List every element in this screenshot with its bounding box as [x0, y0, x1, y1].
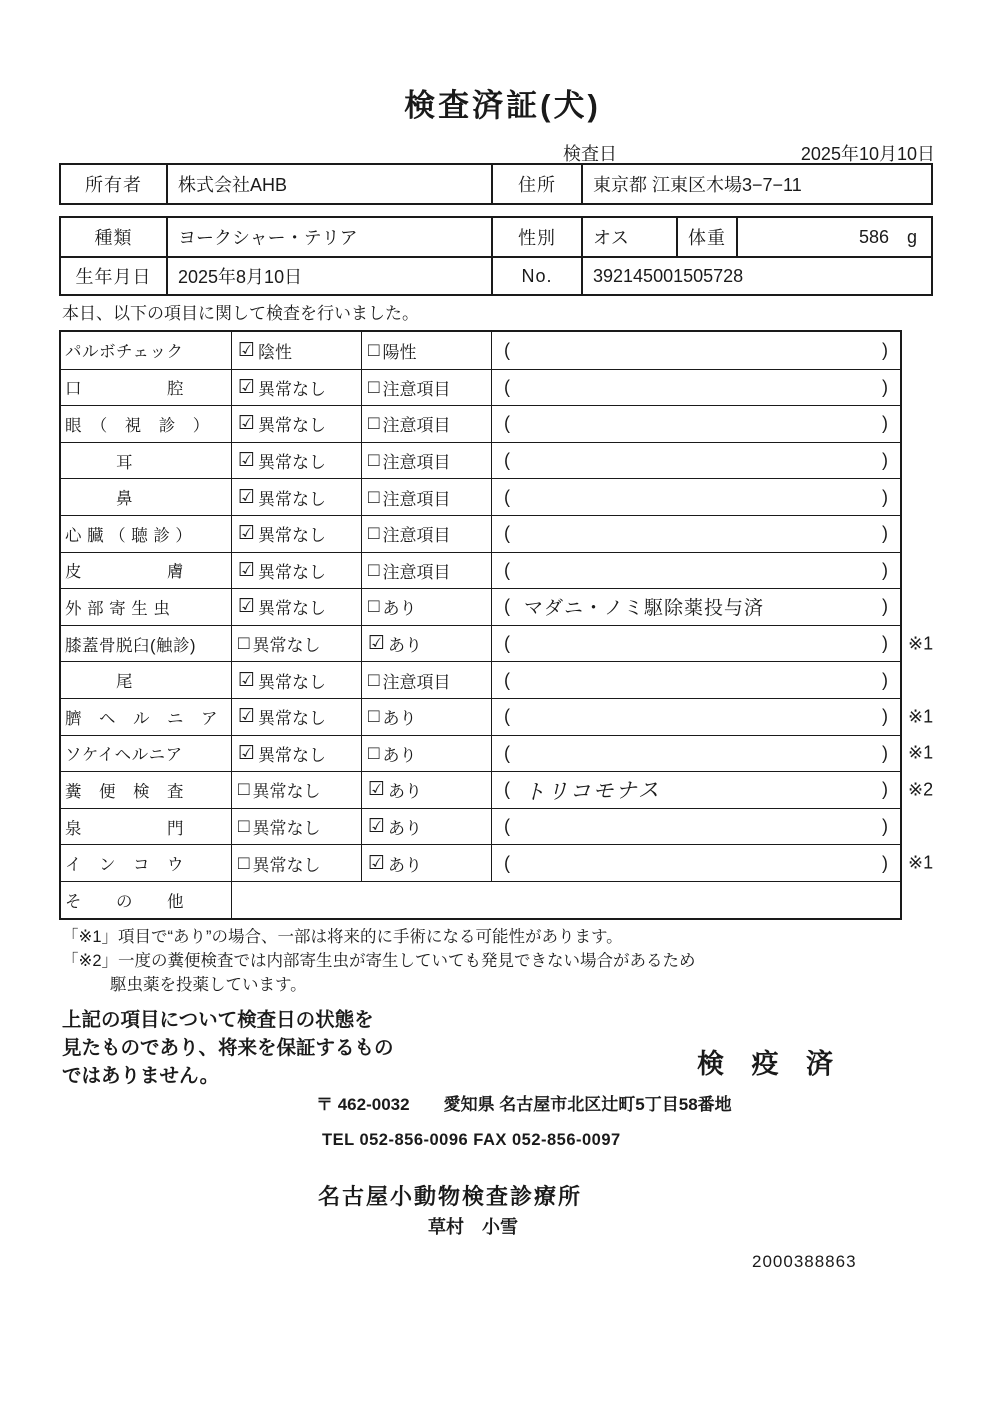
- check-option: [361, 845, 491, 881]
- check-option: [231, 736, 361, 772]
- check-option: [361, 553, 491, 589]
- checklist-item-label: 皮 膚: [65, 563, 184, 582]
- disclaimer-line-3: ではありません。: [62, 1065, 220, 1087]
- check-option-label: 陰性: [258, 342, 293, 362]
- checklist-item-label: パルボチェック: [65, 343, 184, 362]
- checked-checkbox-icon: ☑: [238, 486, 256, 508]
- open-paren: (: [504, 633, 510, 654]
- checklist-item-label: 耳: [65, 453, 133, 472]
- checklist-row: [61, 552, 900, 589]
- check-option-label: 異常なし: [252, 782, 321, 802]
- weight-value: [736, 218, 931, 256]
- checked-checkbox-icon: ☑: [238, 559, 256, 581]
- check-option: [231, 406, 361, 442]
- check-option: [231, 699, 361, 735]
- check-option-label: 異常なし: [258, 453, 327, 473]
- clinic-name: 名古屋小動物検査診療所: [318, 1184, 583, 1209]
- checklist-item-label: 口 腔: [65, 380, 184, 399]
- checked-checkbox-icon: ☑: [238, 413, 256, 435]
- check-option: [361, 662, 491, 698]
- checklist-row: [61, 625, 934, 662]
- close-paren: ): [882, 376, 888, 397]
- close-paren: ): [882, 523, 888, 544]
- reference-mark: ※1: [908, 742, 934, 763]
- open-paren: (: [504, 779, 510, 800]
- open-paren: (: [504, 376, 510, 397]
- remarks-text: トリコモナス: [523, 778, 661, 805]
- weight-number: 586: [858, 226, 889, 247]
- remarks-cell: [491, 736, 900, 772]
- checklist-item-label: 臍 ヘ ル ニ ア: [65, 709, 218, 728]
- unchecked-checkbox-icon: □: [368, 596, 380, 618]
- unchecked-checkbox-icon: □: [238, 779, 250, 801]
- open-paren: (: [504, 816, 510, 837]
- remarks-text: マダニ・ノミ駆除薬投与済: [524, 598, 765, 620]
- birthdate-value: 2025年8月10日: [166, 256, 491, 294]
- check-option-label: 異常なし: [258, 745, 327, 765]
- open-paren: (: [504, 413, 510, 434]
- check-option: [361, 699, 491, 735]
- check-option-label: あり: [388, 855, 423, 875]
- check-option-label: 注意項目: [382, 672, 451, 692]
- checked-checkbox-icon: ☑: [238, 596, 256, 618]
- footnote-1: 「※1」項目で“あり”の場合、一部は将来的に手術になる可能性があります。: [62, 928, 623, 946]
- check-option: [361, 736, 491, 772]
- check-option: [231, 332, 361, 369]
- checklist-row: [61, 808, 900, 845]
- check-option-label: 異常なし: [258, 489, 327, 509]
- page-title: 検査済証(犬): [404, 88, 601, 123]
- checklist-item-label: ソケイヘルニア: [65, 746, 183, 765]
- checklist-row: [61, 515, 900, 552]
- check-option: [231, 479, 361, 515]
- remarks-cell: [491, 516, 900, 552]
- checked-checkbox-icon: ☑: [368, 779, 386, 801]
- check-option: [361, 626, 491, 662]
- close-paren: ): [882, 852, 888, 873]
- footnote-2-continued: 駆虫薬を投薬しています。: [110, 976, 307, 994]
- checklist-item-label: 心 臓 （ 聴 診 ）: [65, 526, 193, 545]
- open-paren: (: [504, 706, 510, 727]
- close-paren: ): [882, 450, 888, 471]
- remarks-cell: [491, 406, 900, 442]
- checked-checkbox-icon: ☑: [238, 376, 256, 398]
- checked-checkbox-icon: ☑: [368, 816, 386, 838]
- remarks-cell: [491, 699, 900, 735]
- check-option: [361, 406, 491, 442]
- unchecked-checkbox-icon: □: [368, 339, 380, 361]
- reference-mark: ※1: [908, 633, 934, 654]
- reference-mark: ※2: [908, 779, 934, 800]
- checklist-row: [61, 771, 934, 808]
- check-option-label: 注意項目: [382, 379, 451, 399]
- checked-checkbox-icon: ☑: [238, 706, 256, 728]
- remarks-cell: [491, 370, 900, 406]
- close-paren: ): [882, 413, 888, 434]
- open-paren: (: [504, 450, 510, 471]
- unchecked-checkbox-icon: □: [238, 633, 250, 655]
- remarks-cell: [491, 553, 900, 589]
- address-value: 東京都 江東区木場3−7−11: [581, 165, 935, 203]
- disclaimer-text: [62, 1006, 394, 1090]
- remarks-cell: [491, 479, 900, 515]
- check-option: [361, 772, 491, 808]
- sex-value: オス: [581, 218, 676, 256]
- unchecked-checkbox-icon: □: [368, 669, 380, 691]
- checked-checkbox-icon: ☑: [238, 523, 256, 545]
- checklist-row: [61, 881, 900, 918]
- close-paren: ): [882, 633, 888, 654]
- check-option: [361, 516, 491, 552]
- checklist-row: [61, 369, 900, 406]
- clinic-address: 〒 462-0032 愛知県 名古屋市北区辻町5丁目58番地: [316, 1095, 732, 1114]
- close-paren: ): [882, 339, 888, 360]
- remarks-cell: [491, 845, 900, 881]
- checked-checkbox-icon: ☑: [238, 339, 256, 361]
- check-option: [361, 479, 491, 515]
- close-paren: ): [882, 669, 888, 690]
- address-label: 住所: [491, 165, 581, 203]
- close-paren: ): [882, 706, 888, 727]
- owner-label: 所有者: [85, 175, 142, 195]
- sex-label: 性別: [491, 218, 581, 256]
- checklist-table: [59, 330, 934, 920]
- check-option-label: 異常なし: [258, 526, 327, 546]
- check-option: [361, 332, 491, 369]
- remarks-cell: [491, 626, 900, 662]
- number-value: 392145001505728: [581, 256, 931, 294]
- checklist-row: [61, 844, 934, 881]
- remarks-cell: [491, 332, 900, 369]
- unchecked-checkbox-icon: □: [368, 706, 380, 728]
- remarks-cell: [491, 589, 900, 625]
- open-paren: (: [504, 486, 510, 507]
- footnotes: [62, 925, 696, 997]
- check-option-label: あり: [388, 819, 423, 839]
- checklist-item-label: 膝蓋骨脱臼(触診): [65, 636, 196, 655]
- reference-mark: ※1: [908, 706, 934, 727]
- remarks-cell: [491, 443, 900, 479]
- checklist-row: [61, 661, 900, 698]
- birthdate-label: 生年月日: [61, 256, 166, 294]
- checklist-item-label: そ の 他: [65, 892, 184, 911]
- remarks-cell: [491, 809, 900, 845]
- breed-value: ヨークシャー・テリア: [166, 218, 491, 256]
- check-option-label: あり: [388, 636, 423, 656]
- check-option: [361, 589, 491, 625]
- check-option: [361, 809, 491, 845]
- checked-checkbox-icon: ☑: [238, 450, 256, 472]
- check-option: [361, 443, 491, 479]
- checklist-item-label: 糞 便 検 査: [65, 782, 184, 801]
- unchecked-checkbox-icon: □: [368, 450, 380, 472]
- close-paren: ): [882, 559, 888, 580]
- unchecked-checkbox-icon: □: [368, 376, 380, 398]
- disclaimer-line-2: 見たものであり、将来を保証するもの: [62, 1037, 394, 1059]
- unchecked-checkbox-icon: □: [238, 852, 250, 874]
- check-option-label: 異常なし: [252, 855, 321, 875]
- check-option-label: 異常なし: [252, 819, 321, 839]
- close-paren: ): [882, 596, 888, 617]
- pet-info-table: [59, 216, 933, 296]
- checklist-item-label: 泉 門: [65, 819, 184, 838]
- close-paren: ): [882, 816, 888, 837]
- check-option-label: あり: [382, 599, 417, 619]
- quarantine-stamp: 検 疫 済: [697, 1049, 844, 1079]
- open-paren: (: [504, 669, 510, 690]
- checklist-item-label: 鼻: [65, 490, 133, 509]
- disclaimer-line-1: 上記の項目について検査日の状態を: [62, 1009, 374, 1031]
- check-option-label: 異常なし: [258, 379, 327, 399]
- check-option-label: 注意項目: [382, 489, 451, 509]
- open-paren: (: [504, 523, 510, 544]
- check-option: [231, 370, 361, 406]
- check-option: [231, 553, 361, 589]
- checklist-row: [61, 588, 900, 625]
- checklist-row: [61, 405, 900, 442]
- checked-checkbox-icon: ☑: [238, 742, 256, 764]
- checklist-item-label: 尾: [65, 673, 133, 692]
- check-option-label: 注意項目: [382, 526, 451, 546]
- open-paren: (: [504, 559, 510, 580]
- close-paren: ): [882, 486, 888, 507]
- check-option: [231, 626, 361, 662]
- unchecked-checkbox-icon: □: [368, 486, 380, 508]
- check-option: [231, 772, 361, 808]
- exam-date-value: 2025年10月10日: [800, 144, 935, 164]
- number-label: No.: [491, 256, 581, 294]
- check-option-label: 注意項目: [382, 416, 451, 436]
- check-option: [231, 443, 361, 479]
- intro-text: 本日、以下の項目に関して検査を行いました。: [62, 304, 419, 323]
- footnote-2: 「※2」一度の糞便検査では内部寄生虫が寄生していても発見できない場合があるため: [62, 952, 696, 970]
- checklist-row: [61, 478, 900, 515]
- checklist-item-label: 眼 （ 視 診 ）: [65, 416, 210, 435]
- unchecked-checkbox-icon: □: [368, 742, 380, 764]
- checklist-empty-cell: [231, 882, 900, 918]
- unchecked-checkbox-icon: □: [368, 523, 380, 545]
- check-option-label: 異常なし: [258, 562, 327, 582]
- check-option-label: 異常なし: [252, 636, 321, 656]
- open-paren: (: [504, 596, 510, 617]
- remarks-cell: [491, 662, 900, 698]
- checklist-row: [61, 698, 934, 735]
- checked-checkbox-icon: ☑: [368, 633, 386, 655]
- open-paren: (: [504, 339, 510, 360]
- check-option-label: 異常なし: [258, 709, 327, 729]
- checked-checkbox-icon: ☑: [238, 669, 256, 691]
- clinic-tel-fax: TEL 052-856-0096 FAX 052-856-0097: [322, 1131, 621, 1149]
- check-option: [361, 370, 491, 406]
- check-option: [231, 809, 361, 845]
- serial-number: 2000388863: [752, 1252, 857, 1271]
- unchecked-checkbox-icon: □: [238, 816, 250, 838]
- close-paren: ): [882, 742, 888, 763]
- check-option-label: 陽性: [382, 342, 417, 362]
- check-option: [231, 845, 361, 881]
- checklist-row: [61, 332, 900, 369]
- exam-date-label: 検査日: [563, 144, 617, 164]
- check-option: [231, 516, 361, 552]
- veterinarian-name: 草村 小雪: [428, 1217, 518, 1237]
- check-option: [231, 662, 361, 698]
- check-option: [231, 589, 361, 625]
- check-option-label: あり: [382, 709, 417, 729]
- unchecked-checkbox-icon: □: [368, 413, 380, 435]
- reference-mark: ※1: [908, 852, 934, 873]
- check-option-label: 異常なし: [258, 416, 327, 436]
- check-option-label: 異常なし: [258, 599, 327, 619]
- checked-checkbox-icon: ☑: [368, 852, 386, 874]
- unchecked-checkbox-icon: □: [368, 559, 380, 581]
- checklist-row: [61, 735, 934, 772]
- checklist-row: [61, 442, 900, 479]
- check-option-label: あり: [382, 745, 417, 765]
- owner-table: [59, 163, 933, 205]
- checklist-item-label: 外 部 寄 生 虫: [65, 599, 171, 618]
- owner-value: 株式会社AHB: [166, 165, 491, 203]
- breed-label: 種類: [94, 228, 133, 248]
- check-option-label: 注意項目: [382, 562, 451, 582]
- check-option-label: あり: [388, 782, 423, 802]
- checklist-item-label: イ ン コ ウ: [65, 856, 184, 875]
- weight-unit: g: [906, 226, 917, 247]
- remarks-cell: [491, 772, 900, 808]
- weight-label: 体重: [676, 218, 736, 256]
- check-option-label: 異常なし: [258, 672, 327, 692]
- close-paren: ): [882, 779, 888, 800]
- open-paren: (: [504, 852, 510, 873]
- check-option-label: 注意項目: [382, 453, 451, 473]
- open-paren: (: [504, 742, 510, 763]
